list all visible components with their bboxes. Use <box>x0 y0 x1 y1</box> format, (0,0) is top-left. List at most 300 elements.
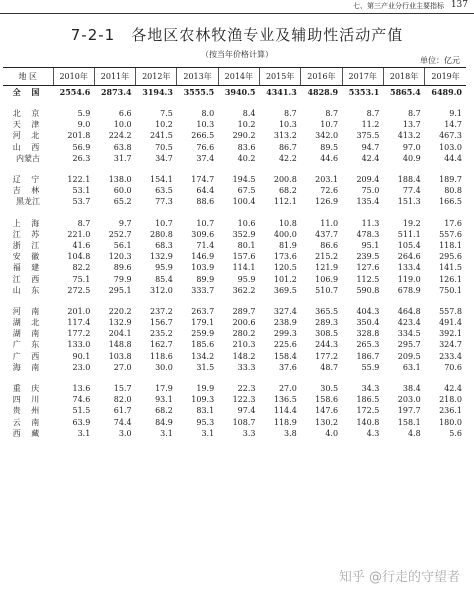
value-cell: 119.0 <box>397 274 421 284</box>
value-cell: 328.8 <box>356 329 380 339</box>
value-cell: 312.0 <box>149 285 173 295</box>
table-row <box>3 285 466 296</box>
value-cell: 127.6 <box>356 263 380 273</box>
value-cell: 70.6 <box>444 362 462 372</box>
value-cell: 295.1 <box>108 285 132 295</box>
value-cell: 3.3 <box>242 428 256 438</box>
value-cell: 10.2 <box>237 120 256 130</box>
value-cell: 5865.4 <box>390 86 421 97</box>
table-row-total <box>3 86 466 99</box>
value-cell: 121.9 <box>315 263 339 273</box>
table-row <box>3 174 466 185</box>
value-cell: 120.3 <box>108 252 132 262</box>
value-cell: 74.6 <box>72 395 91 405</box>
region-cell: 广 西 <box>12 351 44 361</box>
value-cell: 63.9 <box>72 417 91 427</box>
value-cell: 189.7 <box>439 175 462 185</box>
value-cell: 53.7 <box>72 197 91 207</box>
value-cell: 8.7 <box>407 109 421 119</box>
value-cell: 77.4 <box>402 186 421 196</box>
region-cell: 福 建 <box>12 263 44 273</box>
value-cell: 95.3 <box>196 417 215 427</box>
region-cell: 河 南 <box>12 306 44 316</box>
value-cell: 94.7 <box>361 142 380 152</box>
value-cell: 2554.6 <box>59 86 91 97</box>
table-subtitle: （按当年价格计算） <box>201 50 273 59</box>
region-cell: 西 藏 <box>12 428 44 438</box>
column-header-year: 2019年 <box>425 68 466 86</box>
table-title <box>0 24 474 45</box>
region-cell: 江 西 <box>12 274 44 284</box>
value-cell: 97.4 <box>237 406 256 416</box>
value-cell: 126.9 <box>315 197 339 207</box>
value-cell: 241.5 <box>149 131 173 141</box>
value-cell: 215.2 <box>315 252 339 262</box>
value-cell: 158.6 <box>315 395 339 405</box>
value-cell: 3.1 <box>160 428 173 438</box>
value-cell: 141.5 <box>439 263 462 273</box>
value-cell: 80.8 <box>444 186 462 196</box>
value-cell: 3.0 <box>118 428 132 438</box>
value-cell: 225.6 <box>273 340 297 350</box>
table-row <box>3 273 466 284</box>
value-cell: 197.7 <box>397 406 421 416</box>
value-cell: 17.6 <box>444 218 462 228</box>
table-row <box>3 362 466 373</box>
value-cell: 22.3 <box>237 384 256 394</box>
value-cell: 148.8 <box>108 340 132 350</box>
value-cell: 220.2 <box>108 306 132 316</box>
value-cell: 42.4 <box>444 384 462 394</box>
value-cell: 392.1 <box>439 329 462 339</box>
table-row <box>3 328 466 339</box>
value-cell: 423.4 <box>397 318 421 328</box>
group-spacer <box>3 98 466 108</box>
data-table <box>3 67 466 439</box>
region-cell: 海 南 <box>12 362 44 372</box>
value-cell: 177.2 <box>67 329 91 339</box>
value-cell: 235.2 <box>149 329 173 339</box>
value-cell: 83.1 <box>196 406 215 416</box>
value-cell: 244.3 <box>315 340 339 350</box>
value-cell: 280.2 <box>232 329 256 339</box>
table-row <box>3 339 466 350</box>
value-cell: 295.6 <box>439 252 462 262</box>
value-cell: 81.9 <box>278 240 297 250</box>
value-cell: 114.1 <box>232 263 256 273</box>
value-cell: 44.4 <box>444 153 462 163</box>
value-cell: 114.4 <box>273 406 297 416</box>
value-cell: 100.4 <box>232 197 256 207</box>
value-cell: 327.4 <box>273 306 297 316</box>
value-cell: 135.4 <box>356 197 380 207</box>
value-cell: 103.0 <box>439 142 462 152</box>
table-row <box>3 218 466 229</box>
value-cell: 413.2 <box>397 131 421 141</box>
value-cell: 224.2 <box>108 131 132 141</box>
table-row <box>3 153 466 164</box>
region-cell: 吉 林 <box>12 186 44 196</box>
table-row <box>3 428 466 439</box>
region-cell: 河 北 <box>12 131 44 141</box>
value-cell: 5353.1 <box>348 86 380 97</box>
column-header-year: 2018年 <box>383 68 424 86</box>
value-cell: 112.5 <box>356 274 380 284</box>
value-cell: 172.5 <box>356 406 380 416</box>
table-row <box>3 262 466 273</box>
value-cell: 272.5 <box>67 285 91 295</box>
value-cell: 4.3 <box>366 428 380 438</box>
value-cell: 10.8 <box>278 218 297 228</box>
value-cell: 14.7 <box>444 120 462 130</box>
value-cell: 19.2 <box>402 218 421 228</box>
value-cell: 26.3 <box>72 153 91 163</box>
value-cell: 63.1 <box>402 362 421 372</box>
value-cell: 342.0 <box>315 131 339 141</box>
value-cell: 203.1 <box>315 175 339 185</box>
value-cell: 557.6 <box>439 229 462 239</box>
value-cell: 179.1 <box>191 318 215 328</box>
value-cell: 8.0 <box>201 109 215 119</box>
value-cell: 23.0 <box>72 362 91 372</box>
value-cell: 44.6 <box>320 153 339 163</box>
value-cell: 55.9 <box>361 362 380 372</box>
value-cell: 106.9 <box>315 274 339 284</box>
column-header-year: 2017年 <box>342 68 383 86</box>
table-row <box>3 196 466 207</box>
value-cell: 17.9 <box>155 384 173 394</box>
table-body <box>3 86 466 439</box>
table-row <box>3 306 466 317</box>
value-cell: 369.5 <box>273 285 297 295</box>
value-cell: 82.0 <box>113 395 132 405</box>
region-cell: 全 国 <box>12 86 44 97</box>
column-header-year: 2016年 <box>301 68 342 86</box>
value-cell: 313.2 <box>273 131 297 141</box>
value-cell: 51.5 <box>72 406 91 416</box>
value-cell: 53.1 <box>72 186 91 196</box>
value-cell: 13.6 <box>72 384 91 394</box>
value-cell: 2873.4 <box>100 86 132 97</box>
value-cell: 750.1 <box>439 285 462 295</box>
value-cell: 4828.9 <box>307 86 339 97</box>
region-cell: 北 京 <box>12 109 44 119</box>
value-cell: 289.7 <box>232 306 256 316</box>
value-cell: 201.0 <box>67 306 91 316</box>
value-cell: 134.2 <box>191 351 215 361</box>
value-cell: 10.7 <box>320 120 339 130</box>
value-cell: 140.8 <box>356 417 380 427</box>
value-cell: 186.5 <box>356 395 380 405</box>
value-cell: 289.3 <box>315 318 339 328</box>
value-cell: 71.4 <box>196 240 215 250</box>
value-cell: 299.3 <box>273 329 297 339</box>
value-cell: 11.0 <box>320 218 339 228</box>
value-cell: 10.7 <box>155 218 173 228</box>
value-cell: 136.5 <box>273 395 297 405</box>
value-cell: 158.4 <box>273 351 297 361</box>
running-header <box>0 0 474 14</box>
group-spacer <box>3 296 466 306</box>
value-cell: 89.9 <box>196 274 215 284</box>
value-cell: 173.6 <box>273 252 297 262</box>
value-cell: 118.6 <box>149 351 173 361</box>
value-cell: 264.6 <box>397 252 421 262</box>
value-cell: 37.4 <box>196 153 215 163</box>
value-cell: 112.1 <box>273 197 297 207</box>
region-cell: 天 津 <box>12 120 44 130</box>
region-cell: 辽 宁 <box>12 175 44 185</box>
value-cell: 188.4 <box>397 175 421 185</box>
value-cell: 334.5 <box>397 329 421 339</box>
value-cell: 557.8 <box>439 306 462 316</box>
value-cell: 75.1 <box>72 274 91 284</box>
value-cell: 67.5 <box>237 186 256 196</box>
table-title-text: 各地区农林牧渔专业及辅助性活动产值 <box>131 26 404 44</box>
value-cell: 72.6 <box>320 186 339 196</box>
value-cell: 95.1 <box>361 240 380 250</box>
column-header-year: 2014年 <box>218 68 259 86</box>
value-cell: 104.8 <box>67 252 91 262</box>
value-cell: 88.6 <box>196 197 215 207</box>
unit-label: 单位：亿元 <box>420 56 460 65</box>
column-header-region: 地 区 <box>3 68 53 86</box>
value-cell: 263.7 <box>191 306 215 316</box>
value-cell: 180.0 <box>439 417 462 427</box>
value-cell: 166.5 <box>439 197 462 207</box>
table-row <box>3 229 466 240</box>
value-cell: 89.5 <box>320 142 339 152</box>
value-cell: 108.7 <box>232 417 256 427</box>
value-cell: 19.9 <box>196 384 215 394</box>
value-cell: 333.7 <box>191 285 215 295</box>
group-spacer <box>3 164 466 174</box>
header-rule <box>0 13 474 14</box>
value-cell: 204.1 <box>108 329 132 339</box>
section-header: 七、第三产业分行业主要指标 <box>353 2 444 10</box>
value-cell: 221.0 <box>67 229 91 239</box>
value-cell: 13.7 <box>402 120 421 130</box>
value-cell: 95.9 <box>237 274 256 284</box>
value-cell: 90.1 <box>72 351 91 361</box>
table-row <box>3 317 466 328</box>
value-cell: 63.5 <box>155 186 173 196</box>
value-cell: 40.9 <box>402 153 421 163</box>
value-cell: 162.7 <box>149 340 173 350</box>
value-cell: 185.6 <box>191 340 215 350</box>
value-cell: 42.4 <box>361 153 380 163</box>
region-cell: 山 西 <box>12 142 44 152</box>
value-cell: 3.1 <box>201 428 215 438</box>
value-cell: 31.7 <box>113 153 132 163</box>
value-cell: 70.5 <box>155 142 173 152</box>
value-cell: 30.5 <box>320 384 339 394</box>
value-cell: 31.5 <box>196 362 215 372</box>
value-cell: 85.4 <box>155 274 173 284</box>
value-cell: 86.6 <box>320 240 339 250</box>
value-cell: 68.2 <box>278 186 297 196</box>
value-cell: 84.9 <box>155 417 173 427</box>
value-cell: 8.7 <box>325 109 339 119</box>
value-cell: 404.3 <box>356 306 380 316</box>
value-cell: 203.0 <box>397 395 421 405</box>
region-cell: 安 徽 <box>12 252 44 262</box>
value-cell: 34.3 <box>361 384 380 394</box>
value-cell: 10.7 <box>196 218 215 228</box>
value-cell: 3194.3 <box>142 86 173 97</box>
value-cell: 68.3 <box>155 240 173 250</box>
value-cell: 9.1 <box>449 109 462 119</box>
region-cell: 四 川 <box>12 395 44 405</box>
value-cell: 365.5 <box>315 306 339 316</box>
value-cell: 233.4 <box>439 351 462 361</box>
value-cell: 138.0 <box>108 175 132 185</box>
value-cell: 4.0 <box>325 428 339 438</box>
page-number: 137 <box>450 0 468 10</box>
region-cell: 重 庆 <box>12 384 44 394</box>
value-cell: 177.2 <box>315 351 339 361</box>
table-row <box>3 351 466 362</box>
value-cell: 209.4 <box>356 175 380 185</box>
value-cell: 37.6 <box>278 362 297 372</box>
value-cell: 148.2 <box>232 351 256 361</box>
table-row <box>3 108 466 119</box>
table-row <box>3 405 466 416</box>
value-cell: 132.9 <box>149 252 173 262</box>
value-cell: 590.8 <box>356 285 380 295</box>
column-header-year: 2011年 <box>94 68 135 86</box>
value-cell: 324.7 <box>439 340 462 350</box>
value-cell: 8.4 <box>242 109 256 119</box>
value-cell: 437.7 <box>315 229 339 239</box>
group-spacer <box>3 208 466 218</box>
value-cell: 10.2 <box>155 120 173 130</box>
value-cell: 11.2 <box>361 120 380 130</box>
table-header <box>3 68 466 86</box>
value-cell: 101.2 <box>273 274 297 284</box>
table-row <box>3 251 466 262</box>
value-cell: 3.8 <box>284 428 297 438</box>
value-cell: 200.8 <box>273 175 297 185</box>
value-cell: 478.3 <box>356 229 380 239</box>
value-cell: 467.3 <box>439 131 462 141</box>
value-cell: 40.2 <box>237 153 256 163</box>
region-cell: 贵 州 <box>12 406 44 416</box>
value-cell: 266.5 <box>191 131 215 141</box>
group-spacer <box>3 373 466 383</box>
region-cell: 湖 南 <box>12 329 44 339</box>
value-cell: 511.1 <box>397 229 421 239</box>
value-cell: 33.3 <box>237 362 256 372</box>
value-cell: 157.6 <box>232 252 256 262</box>
value-cell: 8.7 <box>77 218 91 228</box>
value-cell: 86.7 <box>278 142 297 152</box>
value-cell: 30.0 <box>155 362 173 372</box>
value-cell: 218.0 <box>439 395 462 405</box>
value-cell: 158.1 <box>397 417 421 427</box>
value-cell: 237.2 <box>149 306 173 316</box>
value-cell: 210.3 <box>232 340 256 350</box>
table-number: 7-2-1 <box>70 26 116 44</box>
value-cell: 200.6 <box>232 318 256 328</box>
value-cell: 89.6 <box>113 263 132 273</box>
value-cell: 122.1 <box>67 175 91 185</box>
value-cell: 308.5 <box>315 329 339 339</box>
value-cell: 27.0 <box>278 384 297 394</box>
region-cell: 广 东 <box>12 340 44 350</box>
value-cell: 38.4 <box>402 384 421 394</box>
value-cell: 362.2 <box>232 285 256 295</box>
value-cell: 236.1 <box>439 406 462 416</box>
value-cell: 156.7 <box>149 318 173 328</box>
region-cell: 云 南 <box>12 417 44 427</box>
value-cell: 122.3 <box>232 395 256 405</box>
value-cell: 103.9 <box>191 263 215 273</box>
value-cell: 80.1 <box>237 240 256 250</box>
value-cell: 4.8 <box>407 428 421 438</box>
value-cell: 209.5 <box>397 351 421 361</box>
region-cell: 江 苏 <box>12 229 44 239</box>
value-cell: 350.4 <box>356 318 380 328</box>
value-cell: 3.1 <box>77 428 91 438</box>
value-cell: 75.0 <box>361 186 380 196</box>
value-cell: 375.5 <box>356 131 380 141</box>
value-cell: 10.0 <box>113 120 132 130</box>
value-cell: 9.0 <box>77 120 91 130</box>
value-cell: 105.4 <box>397 240 421 250</box>
value-cell: 309.6 <box>191 229 215 239</box>
value-cell: 678.9 <box>397 285 421 295</box>
table-row <box>3 142 466 153</box>
value-cell: 64.4 <box>196 186 215 196</box>
value-cell: 133.4 <box>397 263 421 273</box>
value-cell: 42.2 <box>278 153 297 163</box>
value-cell: 61.7 <box>113 406 132 416</box>
value-cell: 118.1 <box>439 240 462 250</box>
value-cell: 56.1 <box>113 240 132 250</box>
column-header-year: 2013年 <box>177 68 218 86</box>
value-cell: 6489.0 <box>431 86 462 97</box>
value-cell: 65.2 <box>113 197 132 207</box>
value-cell: 194.5 <box>232 175 256 185</box>
value-cell: 118.9 <box>273 417 297 427</box>
value-cell: 151.3 <box>397 197 421 207</box>
value-cell: 11.3 <box>361 218 380 228</box>
value-cell: 76.6 <box>196 142 215 152</box>
value-cell: 133.0 <box>67 340 91 350</box>
table-row <box>3 383 466 394</box>
value-cell: 352.9 <box>232 229 256 239</box>
value-cell: 491.4 <box>439 318 462 328</box>
value-cell: 68.2 <box>155 406 173 416</box>
value-cell: 41.6 <box>72 240 91 250</box>
value-cell: 147.6 <box>315 406 339 416</box>
table-row <box>3 417 466 428</box>
column-header-year: 2010年 <box>53 68 94 86</box>
value-cell: 60.0 <box>113 186 132 196</box>
value-cell: 48.7 <box>320 362 339 372</box>
table-row <box>3 185 466 196</box>
value-cell: 10.3 <box>196 120 215 130</box>
value-cell: 464.8 <box>397 306 421 316</box>
region-cell: 内蒙古 <box>16 153 40 163</box>
value-cell: 82.2 <box>72 263 91 273</box>
value-cell: 34.7 <box>155 153 173 163</box>
value-cell: 400.0 <box>273 229 297 239</box>
value-cell: 186.7 <box>356 351 380 361</box>
value-cell: 83.6 <box>237 142 256 152</box>
value-cell: 238.9 <box>273 318 297 328</box>
